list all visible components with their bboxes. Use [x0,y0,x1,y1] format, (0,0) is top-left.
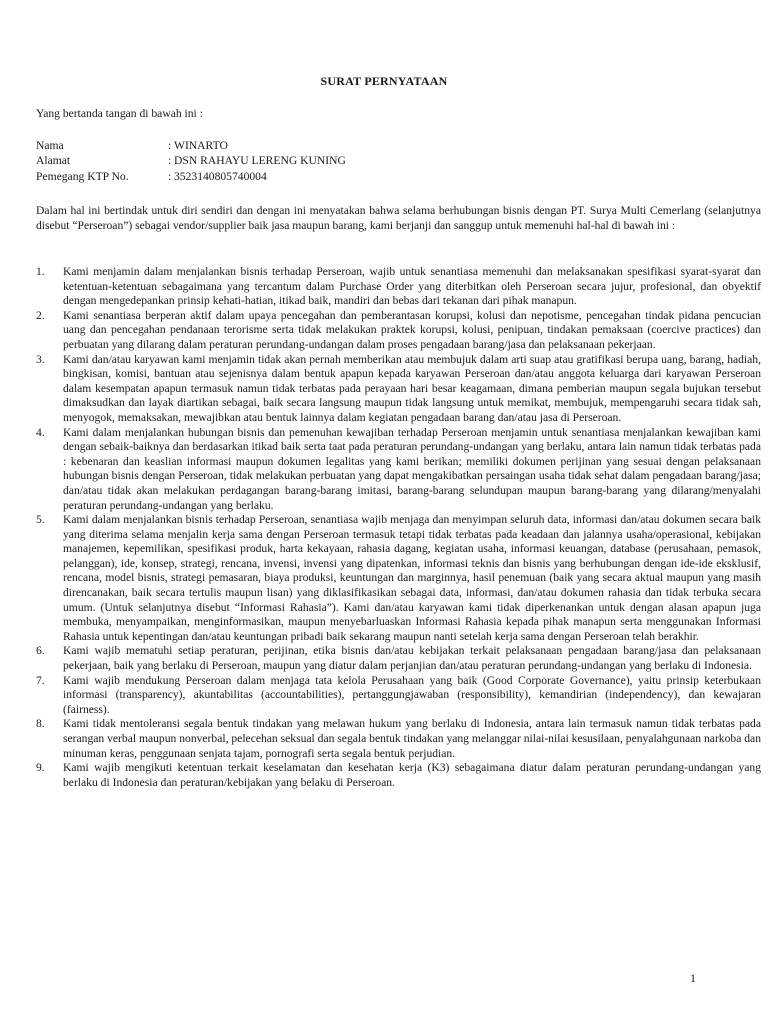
identity-label: Pemegang KTP No. [36,169,129,183]
identity-value: 3523140805740004 [174,169,267,183]
list-item-text: Kami dalam menjalankan hubungan bisnis dan pemenuhan kewajiban terhadap Perseroan menjamin untuk senantiasa menjalankan kewajiban kami dengan sebaik-baiknya dan berdasarkan itikad baik serta taat pada peraturan perundang-undangan yang berlaku, antara lain namun tidak terbatas pada : kebenaran dan keaslian informasi maupun dokumen legalitas yang kami berikan; memiliki dokumen perijinan yang sesuai dengan pelaksanaan hubungan bisnis dengan Perseroan, tidak melakukan perbuatan yang dapat mengakibatkan persaingan usaha tidak sehat dalam pengadaan barang/jasa; dan/atau tidak akan melakukan perdagangan barang-barang imitasi, barang-barang selundupan maupun barang-barang yang dilarang/menyalahi peraturan perundang-undangan yang berlaku. [63,425,761,512]
page-number: 1 [690,971,696,985]
list-item-text: Kami menjamin dalam menjalankan bisnis terhadap Perseroan, wajib untuk senantiasa memenuhi dan melaksanakan spesifikasi syarat-syarat dan ketentuan-ketentuan sebagaimana yang tercantum dalam Purchase Order yang diterbitkan oleh Perseroan secara jujur, profesional, dan obyektif dengan mengedepankan prinsip kehati-hatian, itikad baik, mandiri dan bebas dari tekanan dari pihak manapun. [63,265,761,308]
list-item [36,353,761,426]
list-item-number: 1. [36,265,45,278]
identity-label: Alamat [36,154,71,168]
identity-colon: : [168,169,172,183]
statement-list [36,265,761,790]
identity-table [36,139,536,185]
list-item-number: 8. [36,717,45,731]
list-item [36,265,761,309]
list-item-number: 7. [36,673,45,687]
list-item-number: 5. [36,513,45,527]
identity-row-ktp [36,170,536,185]
list-item-text: Kami senantiasa berperan aktif dalam upaya pencegahan dan pemberantasan korupsi, kolusi dan nepotisme, pencegahan tindak pidana pencucian uang dan pencegahan pendanaan terorisme serta tidak melakukan praktek korupsi, kolusi, penipuan, tindakan pemaksaan (coercive practices) dan perbuatan yang dilarang dalam peraturan perundang-undangan dalam proses pengadaan barang/jasa dan pelaksanaan pekerjaan. [63,308,761,351]
opening-paragraph: Dalam hal ini bertindak untuk diri sendiri dan dengan ini menyatakan bahwa selama berhubungan bisnis dengan PT. Surya Multi Cemerlang (selanjutnya disebut “Perseroan”) sebagai vendor/supplier baik jasa maupun barang, kami berjanji dan sanggup untuk memenuhi hal-hal di bawah ini : [36,204,761,232]
list-item [36,426,761,514]
list-item-text: Kami wajib mengikuti ketentuan terkait keselamatan dan kesehatan kerja (K3) sebagaimana diatur dalam peraturan perundang-undangan yang berlaku di Indonesia dan peraturan/kebijakan yang belaku di Perseroan. [63,761,761,789]
identity-value: DSN RAHAYU LERENG KUNING [174,154,346,168]
list-item-number: 9. [36,761,45,775]
list-item-text: Kami dalam menjalankan bisnis terhadap Perseroan, senantiasa wajib menjaga dan menyimpan seluruh data, informasi dan/atau dokumen secara baik yang diterima selama menjalin kerja sama dengan Perseroan termasuk tetapi tidak terbatas pada keadaan dan jalannya usaha/operasional, kebijakan manajemen, kepemilikan, spesifikasi produk, harta kekayaan, rahasia dagang, kegiatan usaha, informasi keuangan, database (perusahaan, pemasok, pelanggan), ide, konsep, strategi, rencana, invensi, invensi yang dipatenkan, informasi teknis dan bisnis yang berhubungan dengan ide-ide eksklusif, rencana, model bisnis, strategi pemasaran, biaya produksi, keuntungan dan marginnya, hasil penemuan (baik yang secara aktual maupun yang masih direncanakan, baik secara tertulis maupun lisan) yang diklasifikasikan sebagai data, informasi, dan/atau dokumen rahasia dan tidak terbuka secara umum. (Untuk selanjutnya disebut “Informasi Rahasia”). Kami dan/atau karyawan kami tidak diperkenankan untuk dengan alasan apapun juga membuka, menyampaikan, menginformasikan, maupun menyebarluaskan Informasi Rahasia kepada pihak manapun serta menggunakan Informasi Rahasia untuk kepentingan dan/atau keuntungan pribadi baik sekarang maupun nanti setelah kerja sama dengan Perseroan telah berakhir. [63,513,761,643]
list-item-number: 3. [36,352,45,366]
list-item [36,309,761,353]
list-item-text: Kami dan/atau karyawan kami menjamin tidak akan pernah memberikan atau membujuk dalam arti suap atau gratifikasi berupa uang, barang, hadiah, bingkisan, komisi, bantuan atau sejenisnya dalam bentuk apapun kepada karyawan Perseroan dan/atau anggota keluarga dari karyawan Perseroan dalam kesempatan apapun termasuk namun tidak terbatas pada perayaan hari besar keagamaan, dimana pemberian maupun segala bujukan tersebut dimaksudkan dan layak diartikan sebagai, baik secara langsung maupun tidak langsung untuk memikat, membujuk, mempengaruhi secara tidak sah, menyogok, memaksakan, mewajibkan atau bentuk lainnya dalam kegiatan pengadaan barang dan/atau jasa di Perseroan. [63,352,761,424]
list-item-number: 4. [36,425,45,439]
identity-colon: : [168,139,172,152]
list-item [36,644,761,673]
list-item-text: Kami tidak mentoleransi segala bentuk tindakan yang melawan hukum yang berlaku di Indonesia, antara lain termasuk namun tidak terbatas pada serangan verbal maupun nonverbal, pelecehan seksual dan segala bentuk tindakan yang melanggar nilai-nilai kesusilaan, penyalahgunaan narkoba dan minuman keras, penggunaan senjata tajam, pornografi serta segala bentuk perjudian. [63,717,761,760]
list-item [36,513,761,644]
list-item-number: 6. [36,644,45,658]
list-item [36,761,761,790]
list-item-text: Kami wajib mematuhi setiap peraturan, perijinan, etika bisnis dan/atau kebijakan terkait pelaksanaan pengadaan barang/jasa dan pelaksanaan pekerjaan, baik yang berlaku di Perseroan, maupun yang diatur dalam perjanjian dan/atau peraturan perundang-undangan yang berlaku di Indonesia. [63,644,761,673]
intro-text: Yang bertanda tangan di bawah ini : [36,107,203,120]
identity-label: Nama [36,139,64,152]
identity-row-nama [36,139,536,154]
document-title: SURAT PERNYATAAN [320,74,448,88]
list-item [36,674,761,718]
identity-row-alamat [36,154,536,169]
list-item-text: Kami wajib mendukung Perseroan dalam menjaga tata kelola Perusahaan yang baik (Good Corporate Governance), yaitu prinsip keterbukaan informasi (transparency), akuntabilitas (accountabilities), pertanggungjawaban (responsibility), kemandirian (independency), dan kewajaran (fairness). [63,673,761,716]
list-item [36,717,761,761]
identity-colon: : [168,154,172,168]
identity-value: WINARTO [174,139,228,152]
list-item-number: 2. [36,308,45,322]
